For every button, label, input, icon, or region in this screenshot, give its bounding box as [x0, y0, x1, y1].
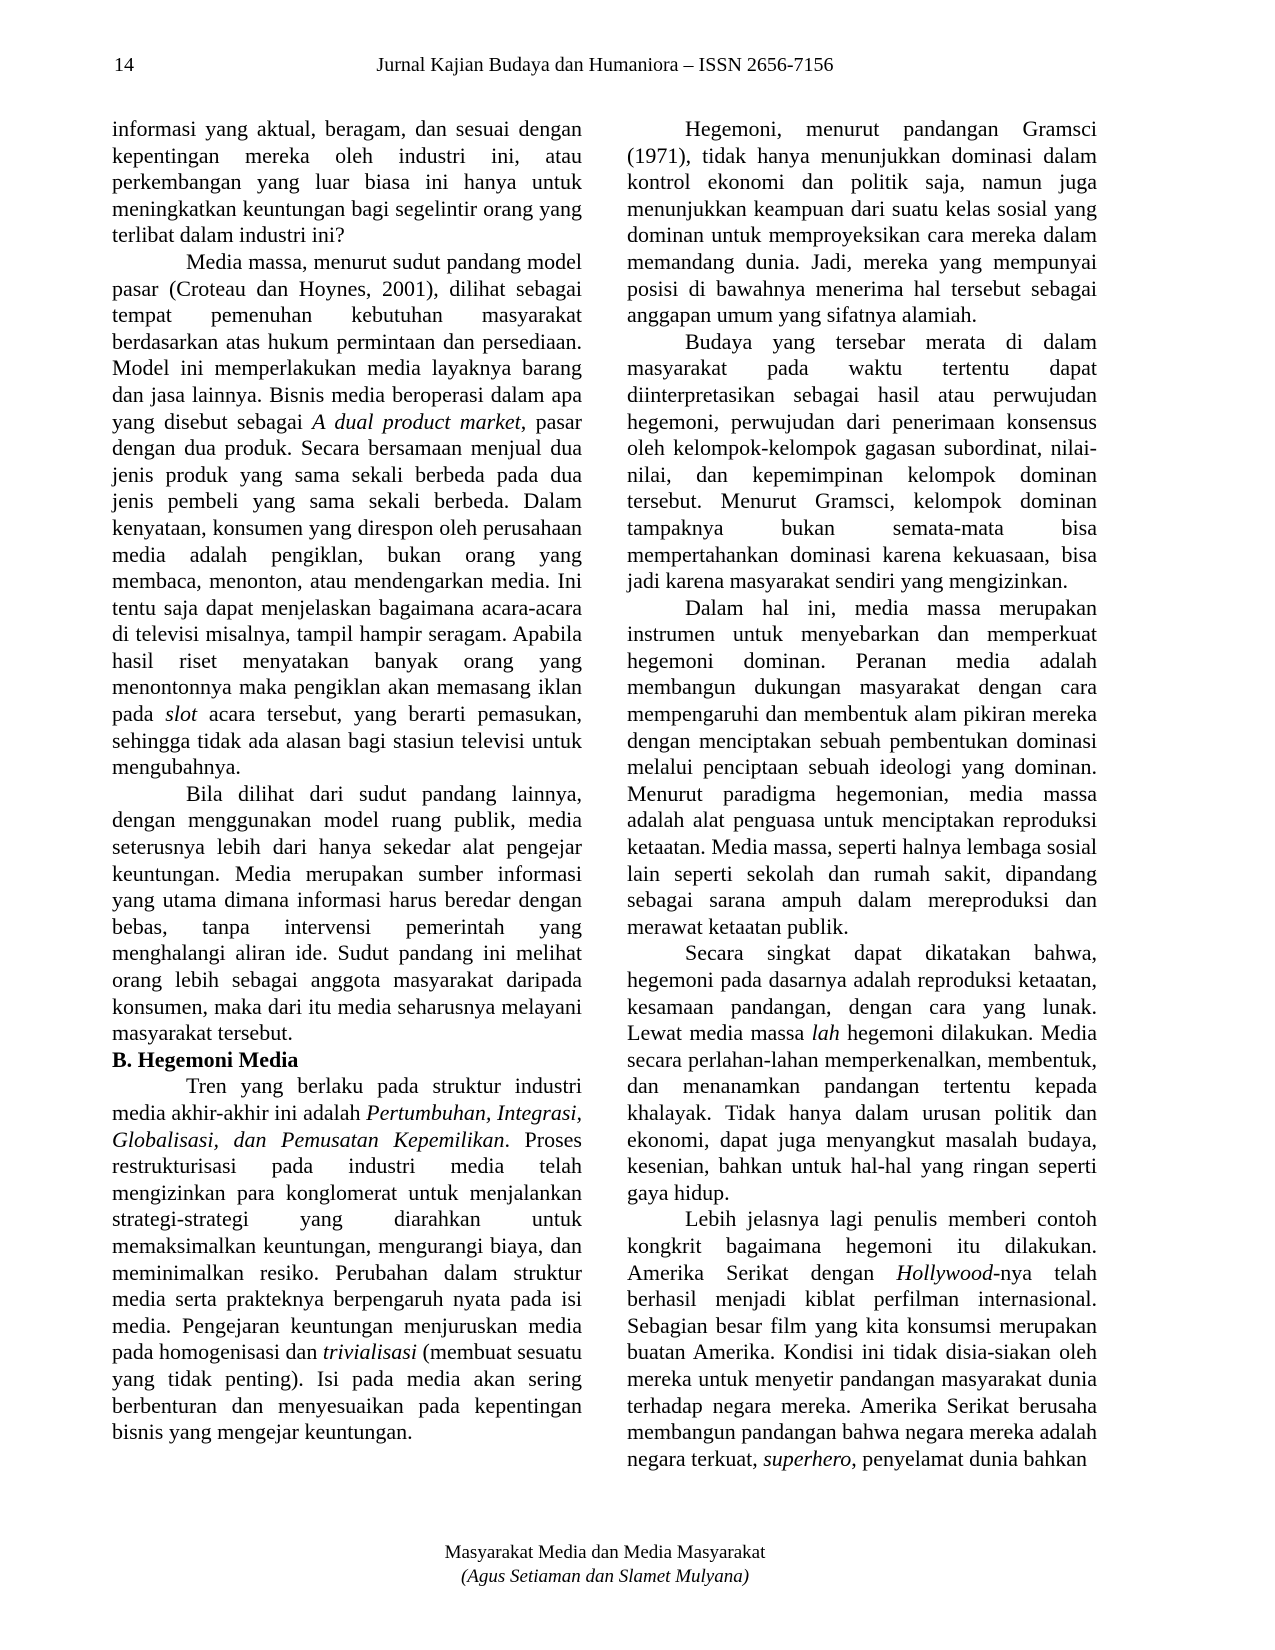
paragraph-right-1	[627, 116, 1097, 329]
journal-title: Jurnal Kajian Budaya dan Humaniora – ISSN 2656-7156	[376, 54, 834, 76]
footer-authors: (Agus Setiaman dan Slamet Mulyana)	[460, 1566, 750, 1587]
italic-text-run: trivialisasi	[322, 1339, 417, 1365]
text-run: Dalam hal ini, media massa merupakan instrumen untuk menyebarkan dan memperkuat hegemoni dominan. Peranan media adalah membangun dukungan masyarakat dengan cara mempengaruhi dan membentuk alam pikiran mereka dengan menciptakan sebuah pembentukan dominasi melalui penciptaan sebuah ideologi yang dominan. Menurut paradigma hegemonian, media massa adalah alat penguasa untuk menciptakan reproduksi ketaatan. Media massa, seperti halnya lembaga sosial lain seperti sekolah dan rumah sakit, dipandang sebagai sarana ampuh dalam mereproduksi dan merawat ketaatan publik.	[627, 594, 1097, 939]
footer-running-title: Masyarakat Media dan Media Masyarakat	[444, 1542, 766, 1563]
text-run: -nya telah berhasil menjadi kiblat perfilman internasional. Sebagian besar film yang kita konsumsi merupakan buatan Amerika. Kondisi ini tidak disia-siakan oleh mereka untuk menyetir pandangan masyarakat dunia terhadap negara mereka. Amerika Serikat berusaha membangun pandangan bahwa negara mereka adalah negara terkuat,	[627, 1259, 1097, 1471]
text-run: informasi yang aktual, beragam, dan sesuai dengan kepentingan mereka oleh industri ini, atau perkembangan yang luar biasa ini hanya untuk meningkatkan keuntungan bagi segelintir orang yang terlibat dalam industri ini?	[112, 116, 582, 248]
page-content	[112, 52, 1098, 1472]
text-run: Secara singkat dapat dikatakan bahwa, hegemoni pada dasarnya adalah reproduksi ketaatan, kesamaan pandangan, dengan cara yang lunak. Lewat media massa	[627, 940, 1097, 1046]
text-run: acara tersebut, yang berarti pemasukan, sehingga tidak ada alasan bagi stasiun televisi untuk mengubahnya.	[112, 701, 582, 780]
italic-text-run: superhero	[763, 1445, 852, 1471]
two-column-body	[112, 116, 1098, 1472]
text-run: Lebih jelasnya lagi penulis memberi contoh kongkrit bagaimana hegemoni itu dilakukan. Amerika Serikat dengan	[627, 1206, 1097, 1285]
italic-text-run: A dual product market	[312, 408, 521, 434]
left-column	[112, 116, 582, 1472]
paragraph-right-2	[627, 329, 1097, 595]
italic-text-run: Hollywood	[896, 1259, 993, 1285]
section-heading: B. Hegemoni Media	[112, 1046, 299, 1072]
paragraph-left-1	[112, 116, 582, 249]
page-footer	[112, 1541, 1098, 1589]
italic-text-run: slot	[165, 701, 198, 727]
paragraph-right-3	[627, 595, 1097, 941]
page-number: 14	[114, 54, 134, 76]
paragraph-left-2	[112, 249, 582, 781]
text-run: Hegemoni, menurut pandangan Gramsci (1971), tidak hanya menunjukkan dominasi dalam kontrol ekonomi dan politik saja, namun juga menunjukkan keampuan dari suatu kelas sosial yang dominan untuk memproyeksikan cara mereka dalam memandang dunia. Jadi, mereka yang mempunyai posisi di bawahnya menerima hal tersebut sebagai anggapan umum yang sifatnya alamiah.	[627, 116, 1097, 328]
text-run: Budaya yang tersebar merata di dalam masyarakat pada waktu tertentu dapat diinterpretasikan sebagai hasil atau perwujudan hegemoni, perwujudan dari penerimaan konsensus oleh kelompok-kelompok gagasan subordinat, nilai-nilai, dan kepemimpinan kelompok dominan tersebut. Menurut Gramsci, kelompok dominan tampaknya bukan semata-mata bisa mempertahankan dominasi karena kekuasaan, bisa jadi karena masyarakat sendiri yang mengizinkan.	[627, 328, 1097, 594]
text-run: Media massa, menurut sudut pandang model pasar (Croteau dan Hoynes, 2001), dilihat sebagai tempat pemenuhan kebutuhan masyarakat berdasarkan atas hukum permintaan dan persediaan. Model ini memperlakukan media layaknya barang dan jasa lainnya. Bisnis media beroperasi dalam apa yang disebut sebagai	[112, 248, 582, 434]
text-run: (membuat sesuatu yang tidak penting). Isi pada media akan sering berbenturan dan menyesuaikan pada kepentingan bisnis yang mengejar keuntungan.	[112, 1339, 582, 1445]
text-run: . Proses restrukturisasi pada industri media telah mengizinkan para konglomerat untuk menjalankan strategi-strategi yang diarahkan untuk memaksimalkan keuntungan, mengurangi biaya, dan meminimalkan resiko. Perubahan dalam struktur media serta prakteknya berpengaruh nyata pada isi media. Pengejaran keuntungan menjuruskan media pada homogenisasi dan	[112, 1126, 582, 1365]
text-run: Tren yang berlaku pada struktur industri media akhir-akhir ini adalah	[112, 1073, 582, 1125]
text-run: , penyelamat dunia bahkan	[851, 1445, 1088, 1471]
paragraph-left-3	[112, 781, 582, 1047]
italic-text-run: lah	[811, 1020, 840, 1046]
page-header	[112, 52, 1098, 78]
paragraph-right-5	[627, 1206, 1097, 1472]
paragraph-left-4	[112, 1073, 582, 1445]
text-run: Bila dilihat dari sudut pandang lainnya, dengan menggunakan model ruang publik, media seterusnya lebih dari hanya sekedar alat pengejar keuntungan. Media merupakan sumber informasi yang utama dimana informasi harus beredar dengan bebas, tanpa intervensi pemerintah yang menghalangi aliran ide. Sudut pandang ini melihat orang lebih sebagai anggota masyarakat daripada konsumen, maka dari itu media seharusnya melayani masyarakat tersebut.	[112, 780, 582, 1046]
paragraph-right-4	[627, 940, 1097, 1206]
text-run: , pasar dengan dua produk. Secara bersamaan menjual dua jenis produk yang sama sekali berbeda pada dua jenis pembeli yang sama sekali berbeda. Dalam kenyataan, konsumen yang direspon oleh perusahaan media adalah pengiklan, bukan orang yang membaca, menonton, atau mendengarkan media. Ini tentu saja dapat menjelaskan bagaimana acara-acara di televisi misalnya, tampil hampir seragam. Apabila hasil riset menyatakan banyak orang yang menontonnya maka pengiklan akan memasang iklan pada	[112, 408, 582, 727]
text-run: hegemoni dilakukan. Media secara perlahan-lahan memperkenalkan, membentuk, dan menanamkan pandangan tertentu kepada khalayak. Tidak hanya dalam urusan politik dan ekonomi, dapat juga menyangkut masalah budaya, kesenian, bahkan untuk hal-hal yang ringan seperti gaya hidup.	[627, 1020, 1097, 1205]
right-column	[627, 116, 1097, 1472]
italic-text-run: Pertumbuhan, Integrasi, Globalisasi, dan Pemusatan Kepemilikan	[112, 1099, 582, 1152]
